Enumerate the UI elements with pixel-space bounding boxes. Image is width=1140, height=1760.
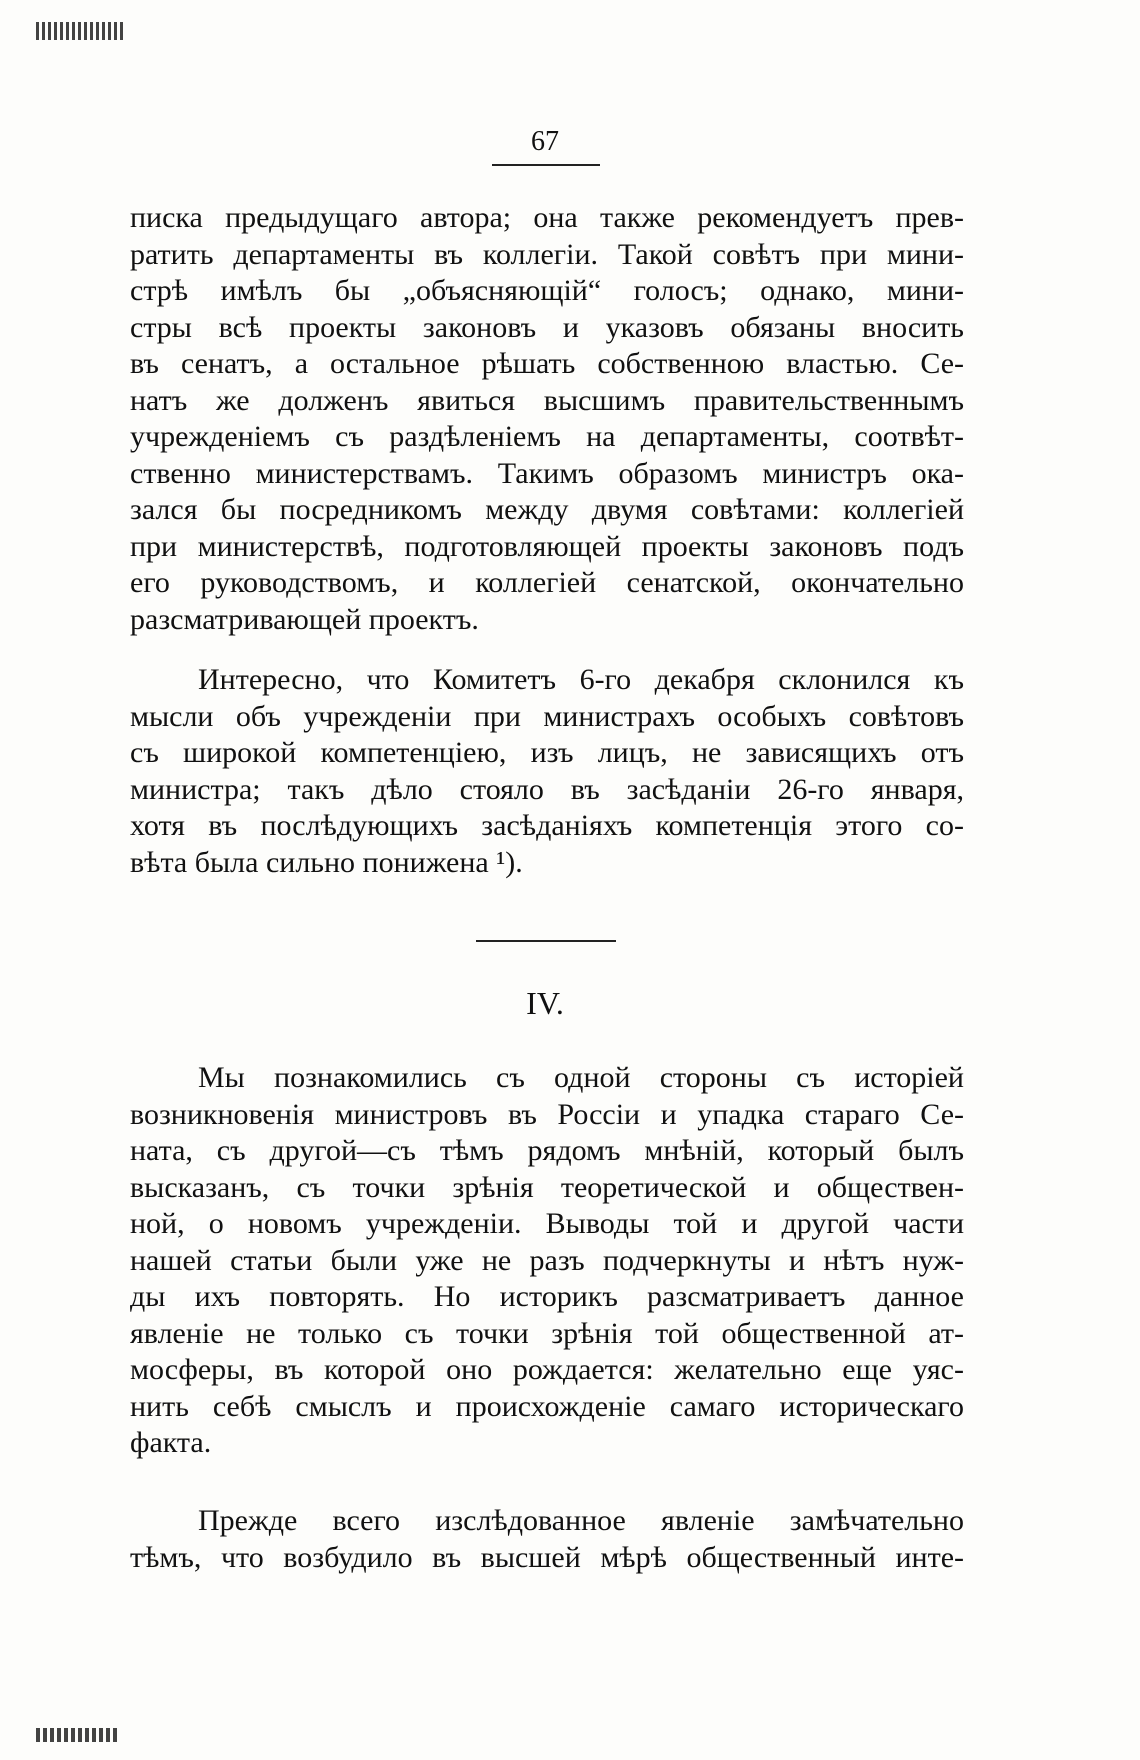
text-line: министра; такъ дѣло стояло въ засѣданіи 26-го января, <box>130 772 964 806</box>
text-line: съ широкой компетенціею, изъ лицъ, не зависящихъ отъ <box>130 736 964 769</box>
page-number: 67 <box>531 126 559 157</box>
text-line: мысли объ учрежденіи при министрахъ особыхъ совѣтовъ <box>130 699 964 733</box>
paragraph-2 <box>130 662 964 881</box>
text-line: нить себѣ смыслъ и происхожденіе самаго историческаго <box>130 1389 964 1423</box>
text-line: ды ихъ повторять. Но историкъ разсматриваетъ данное <box>130 1280 964 1313</box>
section-divider <box>476 940 616 942</box>
text-line: разсматривающей проектъ. <box>130 602 479 636</box>
text-line: его руководствомъ, и коллегіей сенатской, окончательно <box>130 566 964 599</box>
text-line: натъ же долженъ явиться высшимъ правительственнымъ <box>130 383 964 417</box>
text-line: ратить департаменты въ коллегіи. Такой совѣтъ при мини- <box>130 237 964 271</box>
paragraph-1 <box>130 200 964 638</box>
paragraph-4 <box>130 1503 964 1576</box>
text-line: вѣта была сильно понижена ¹). <box>130 845 523 879</box>
text-line: учрежденіемъ съ раздѣленіемъ на департаменты, соотвѣт- <box>130 420 964 453</box>
text-line: Прежде всего изслѣдованное явленіе замѣчательно <box>198 1504 964 1537</box>
text-line: факта. <box>130 1426 212 1459</box>
text-line: Мы познакомились съ одной стороны съ исторіей <box>198 1061 964 1094</box>
text-line: стры всѣ проекты законовъ и указовъ обязаны вносить <box>130 310 964 344</box>
text-line: высказанъ, съ точки зрѣнія теоретической и обществен- <box>130 1170 964 1204</box>
text-line: хотя въ послѣдующихъ засѣданіяхъ компетенція этого со- <box>130 809 964 842</box>
text-line: мосферы, въ которой оно рождается: желательно еще уяс- <box>130 1353 964 1386</box>
text-line: тѣмъ, что возбудило въ высшей мѣрѣ общественный инте- <box>130 1540 964 1574</box>
scan-artifact-bottom <box>36 1728 120 1742</box>
text-line: нашей статьи были уже не разъ подчеркнуты и нѣтъ нуж- <box>130 1243 964 1277</box>
section-heading: IV. <box>526 985 564 1021</box>
text-line: зался бы посредникомъ между двумя совѣтами: коллегіей <box>130 493 964 526</box>
text-line: въ сенатъ, а остальное рѣшать собственною властью. Се- <box>130 347 964 380</box>
paragraph-3 <box>130 1060 964 1462</box>
text-line: ной, о новомъ учрежденіи. Выводы той и другой части <box>130 1207 964 1240</box>
text-line: ната, съ другой—съ тѣмъ рядомъ мнѣній, который былъ <box>130 1134 964 1167</box>
text-line: при министерствѣ, подготовляющей проекты законовъ подъ <box>130 529 964 563</box>
text-line: писка предыдущаго автора; она также рекомендуетъ прев- <box>130 201 964 234</box>
text-line: явленіе не только съ точки зрѣнія той общественной ат- <box>130 1316 964 1350</box>
text-line: ственно министерствамъ. Такимъ образомъ министръ ока- <box>130 456 964 490</box>
text-line: Интересно, что Комитетъ 6-го декабря склонился къ <box>198 663 964 696</box>
text-line: возникновенія министровъ въ Россіи и упадка стараго Се- <box>130 1097 964 1131</box>
page-number-rule <box>492 164 600 166</box>
scan-artifact-top <box>36 22 126 40</box>
text-line: стрѣ имѣлъ бы „объясняющій“ голосъ; однако, мини- <box>130 274 964 307</box>
